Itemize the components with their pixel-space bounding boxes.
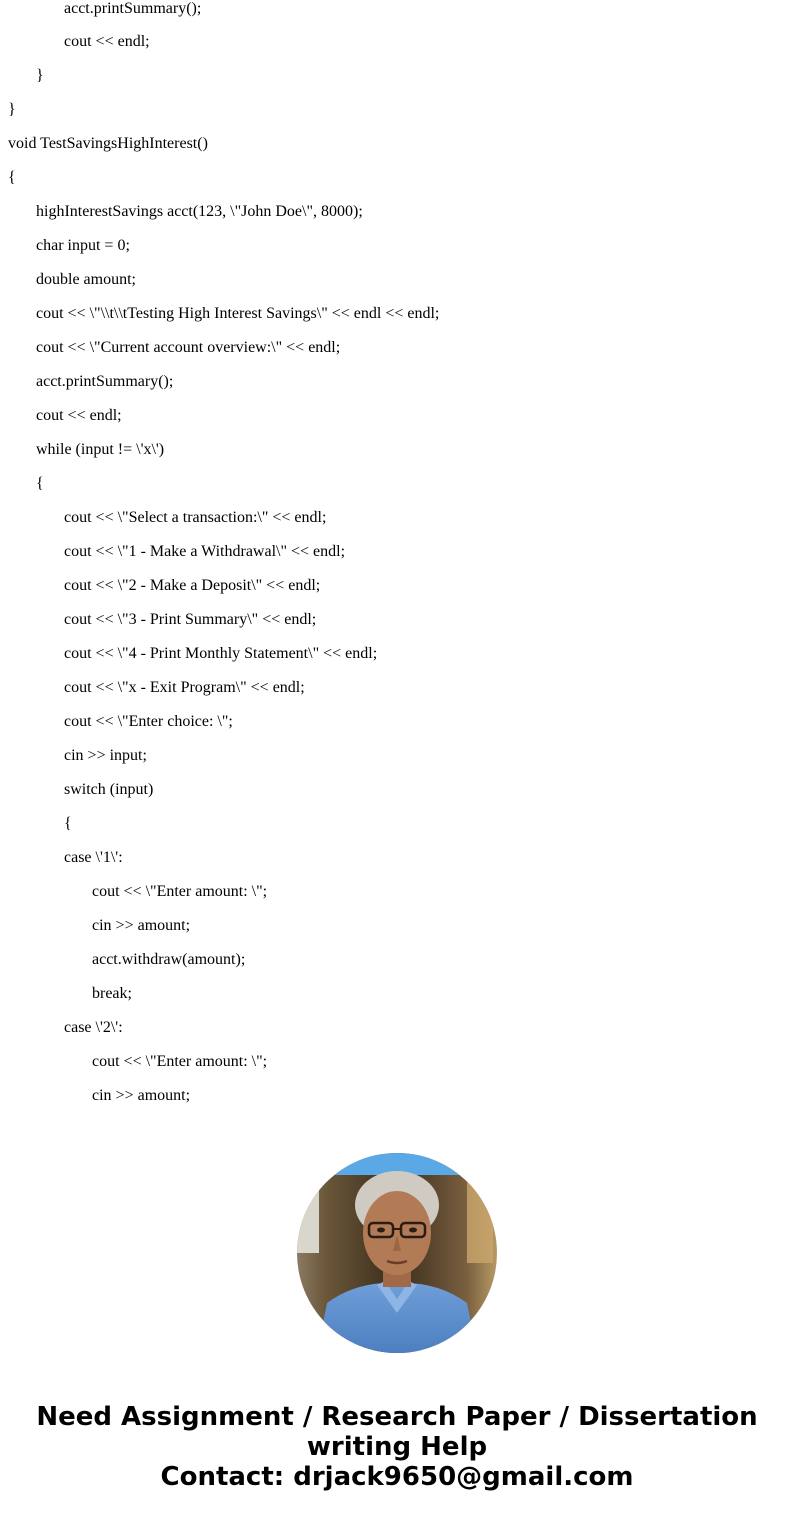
code-line: cin >> input; <box>64 747 147 764</box>
code-line: cout << \"Current account overview:\" << endl; <box>36 339 341 356</box>
code-line: cout << \"4 - Print Monthly Statement\" << endl; <box>64 645 378 662</box>
code-line: { <box>36 475 44 492</box>
code-line: cout << endl; <box>64 33 150 50</box>
code-line: cout << \"3 - Print Summary\" << endl; <box>64 611 317 628</box>
contact-banner <box>0 1402 794 1492</box>
code-line: while (input != \'x\') <box>36 441 165 458</box>
banner-headline: Need Assignment / Research Paper / Dissertation <box>36 1402 758 1432</box>
code-line: acct.withdraw(amount); <box>92 951 246 968</box>
banner-subheadline: writing Help <box>306 1432 488 1462</box>
code-line: } <box>36 67 44 84</box>
code-line: acct.printSummary(); <box>64 0 202 17</box>
code-line: switch (input) <box>64 781 154 798</box>
author-photo <box>297 1153 497 1353</box>
code-line: cout << \"2 - Make a Deposit\" << endl; <box>64 577 321 594</box>
code-line: cout << endl; <box>36 407 122 424</box>
code-line: double amount; <box>36 271 136 288</box>
code-line: cin >> amount; <box>92 917 191 934</box>
code-line: cout << \"Enter choice: \"; <box>64 713 233 730</box>
code-line: void TestSavingsHighInterest() <box>8 135 208 152</box>
code-line: case \'2\': <box>64 1019 123 1036</box>
code-line: cout << \"Select a transaction:\" << endl; <box>64 509 327 526</box>
code-line: cout << \"\\t\\tTesting High Interest Savings\" << endl << endl; <box>36 305 440 322</box>
code-line: { <box>8 169 16 186</box>
code-line: cout << \"Enter amount: \"; <box>92 883 268 900</box>
code-line: case \'1\': <box>64 849 123 866</box>
code-line: char input = 0; <box>36 237 130 254</box>
code-line: cout << \"x - Exit Program\" << endl; <box>64 679 305 696</box>
code-line: cin >> amount; <box>92 1087 191 1104</box>
code-line: cout << \"Enter amount: \"; <box>92 1053 268 1070</box>
contact-email: Contact: drjack9650@gmail.com <box>160 1462 634 1492</box>
code-line: { <box>64 815 72 832</box>
code-line: break; <box>92 985 132 1002</box>
author-portrait-image <box>297 1153 497 1353</box>
code-line: highInterestSavings acct(123, \"John Doe\", 8000); <box>36 203 363 220</box>
code-line: cout << \"1 - Make a Withdrawal\" << endl; <box>64 543 346 560</box>
code-line: } <box>8 101 16 118</box>
code-line: acct.printSummary(); <box>36 373 174 390</box>
